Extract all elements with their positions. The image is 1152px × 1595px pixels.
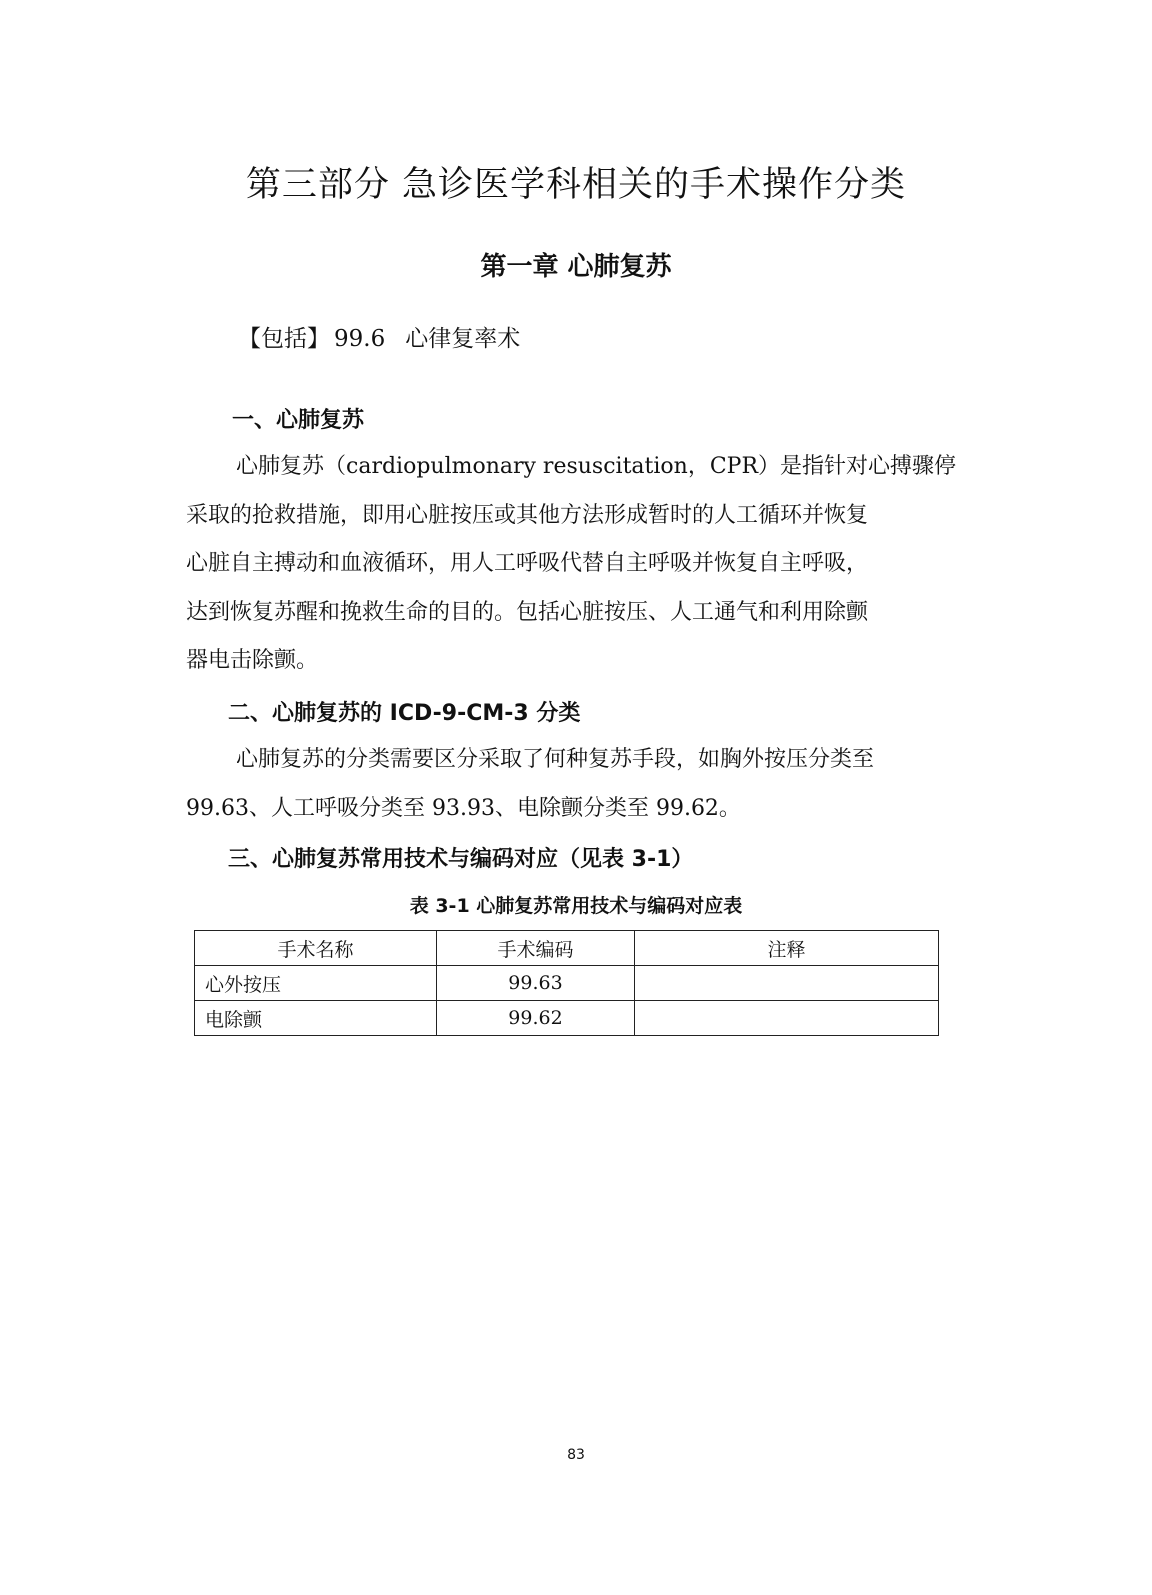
chapter-title: 第一章 心肺复苏: [480, 252, 672, 282]
section-heading-1: 一、心肺复苏: [232, 408, 365, 433]
paragraph-line: 心肺复苏（cardiopulmonary resuscitation，CPR）是指针对心搏骤停: [236, 454, 957, 479]
column-header: 手术名称: [195, 931, 437, 966]
column-header: 手术编码: [437, 931, 635, 966]
table-caption: 表 3-1 心肺复苏常用技术与编码对应表: [409, 895, 743, 917]
table-cell: 99.62: [437, 1001, 635, 1036]
paragraph-line: 心脏自主搏动和血液循环，用人工呼吸代替自主呼吸并恢复自主呼吸，: [186, 551, 869, 576]
include-name: 心律复率术: [405, 326, 521, 352]
table-cell: [635, 966, 939, 1001]
table-cell: 99.63: [437, 966, 635, 1001]
paragraph-line: 达到恢复苏醒和挽救生命的目的。包括心脏按压、人工通气和利用除颤: [186, 599, 869, 625]
table-cell: 心外按压: [195, 966, 437, 1001]
paragraph-line: 心肺复苏的分类需要区分采取了何种复苏手段，如胸外按压分类至: [236, 747, 875, 772]
table-cell: [635, 1001, 939, 1036]
section-1-paragraph: [186, 443, 957, 686]
section-heading-2: 二、心肺复苏的 ICD-9-CM-3 分类: [228, 701, 581, 726]
page-number: 83: [567, 1447, 585, 1463]
code-table: [194, 930, 939, 1036]
paragraph-line: 采取的抢救措施，即用心脏按压或其他方法形成暂时的人工循环并恢复: [186, 502, 869, 528]
part-title: 第三部分 急诊医学科相关的手术操作分类: [245, 165, 907, 205]
include-label: 【包括】: [238, 326, 330, 352]
section-heading-3: 三、心肺复苏常用技术与编码对应（见表 3-1）: [228, 847, 694, 872]
table-header-row: [195, 931, 939, 966]
include-code: 99.6: [334, 326, 386, 352]
table-cell: 电除颤: [195, 1001, 437, 1036]
table-row: [195, 1001, 939, 1036]
include-line: [238, 320, 520, 353]
column-header: 注释: [635, 931, 939, 966]
paragraph-line: 99.63、人工呼吸分类至 93.93、电除颤分类至 99.62。: [186, 795, 741, 821]
section-2-paragraph: [186, 736, 940, 833]
table-row: [195, 966, 939, 1001]
paragraph-line: 器电击除颤。: [186, 648, 319, 673]
